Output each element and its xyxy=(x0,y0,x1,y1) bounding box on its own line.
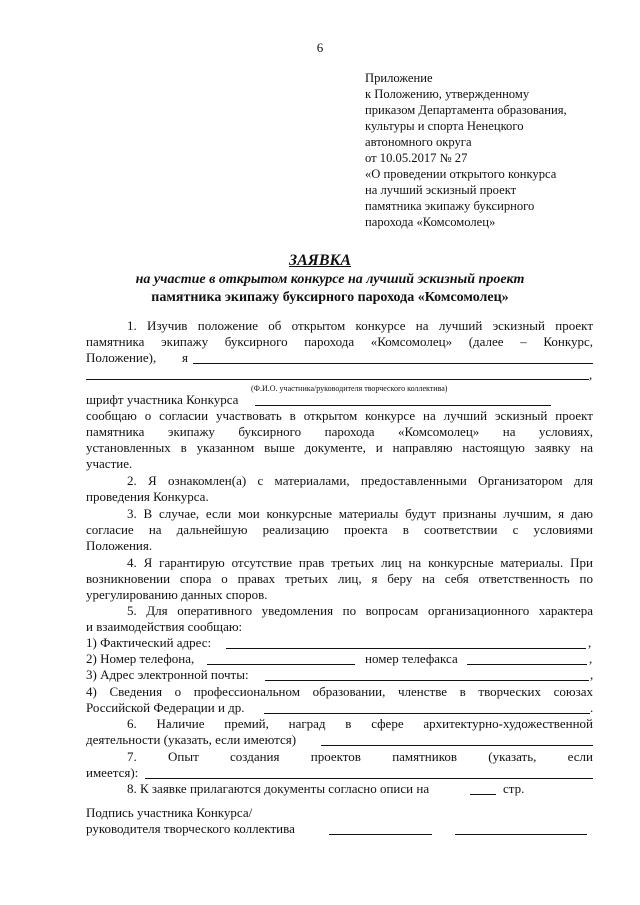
paragraph-1-line: установленных в указанном выше документе, и направляю настоящую заявку на xyxy=(86,440,593,455)
paragraph-4-line: урегулированию данных споров. xyxy=(86,587,268,602)
fax-field[interactable] xyxy=(467,664,587,665)
fio-field[interactable] xyxy=(193,363,593,364)
paragraph-7-line: 7. Опыт создания проектов памятников (указать, если xyxy=(127,749,593,764)
name-field[interactable] xyxy=(455,834,587,835)
fax-label: номер телефакса xyxy=(365,651,458,666)
awards-field[interactable] xyxy=(321,745,593,746)
phone-label: 2) Номер телефона, xyxy=(86,651,195,666)
education-field[interactable] xyxy=(264,713,590,714)
paragraph-3-line: согласие на дальнейшую реализацию проекта в соответствии с условиями xyxy=(86,522,593,537)
paragraph-8-line: стр. xyxy=(503,781,525,796)
comma: , xyxy=(589,367,593,382)
document-subtitle: на участие в открытом конкурсе на лучший эскизный проект xyxy=(135,272,525,287)
paragraph-5-line: и взаимодействия сообщаю: xyxy=(86,619,243,634)
experience-field[interactable] xyxy=(145,778,593,779)
paragraph-8-line: 8. К заявке прилагаются документы согласно описи на xyxy=(127,781,430,796)
appendix-line: на лучший эскизный проект xyxy=(365,183,517,197)
document-title: ЗАЯВКА xyxy=(288,252,352,269)
signature-label-2: руководителя творческого коллектива xyxy=(86,821,295,836)
paragraph-4-line: 4. Я гарантирую отсутствие прав третьих лиц на конкурсные материалы. При xyxy=(127,555,593,570)
paragraph-1-line: участие. xyxy=(86,456,133,471)
paragraph-4-line: возникновении спора о правах третьих лиц, я беру на себя ответственность по xyxy=(86,571,593,586)
appendix-line: автономного округа xyxy=(365,135,472,149)
pages-count-field[interactable] xyxy=(470,794,496,795)
fio-caption: (Ф.И.О. участника/руководителя творческого коллектива) xyxy=(251,384,448,393)
email-label: 3) Адрес электронной почты: xyxy=(86,667,249,682)
comma: , xyxy=(590,667,594,682)
paragraph-3-line: Положения. xyxy=(86,538,153,553)
address-label: 1) Фактический адрес: xyxy=(86,635,212,650)
paragraph-1-line: 1. Изучив положение об открытом конкурсе на лучший эскизный проект xyxy=(127,318,593,333)
paragraph-1-line: сообщаю о согласии участвовать в открытом конкурсе на лучший эскизный проект xyxy=(86,408,593,423)
paragraph-5-line: 4) Сведения о профессиональном образовании, членстве в творческих союзах xyxy=(86,684,593,699)
paragraph-1-line: памятника экипажу буксирного парохода «Комсомолец» (далее – Конкурс, xyxy=(86,334,593,349)
document-subtitle-2: памятника экипажу буксирного парохода «Комсомолец» xyxy=(151,290,509,305)
appendix-line: культуры и спорта Ненецкого xyxy=(365,119,524,133)
signature-label: Подпись участника Конкурса/ xyxy=(86,805,253,820)
comma: , xyxy=(588,635,592,650)
paragraph-1-line: шрифт участника Конкурса xyxy=(86,392,239,407)
paragraph-2-line: проведения Конкурса. xyxy=(86,489,209,504)
appendix-line: к Положению, утвержденному xyxy=(365,87,530,101)
page-number: 6 xyxy=(316,40,324,55)
paragraph-1-line: памятника экипажу буксирного парохода «Комсомолец» на условиях, xyxy=(86,424,593,439)
paragraph-1-line: Положение), xyxy=(86,350,157,365)
paragraph-5-line: 5. Для оперативного уведомления по вопросам организационного характера xyxy=(127,603,593,618)
comma: , xyxy=(589,651,593,666)
appendix-line: памятника экипажу буксирного xyxy=(365,199,535,213)
period: . xyxy=(590,700,594,715)
paragraph-2-line: 2. Я ознакомлен(а) с материалами, предоставленными Организатором для xyxy=(127,473,593,488)
appendix-line: приказом Департамента образования, xyxy=(365,103,567,117)
appendix-line: «О проведении открытого конкурса xyxy=(365,167,557,181)
address-field[interactable] xyxy=(226,648,586,649)
email-field[interactable] xyxy=(265,680,589,681)
appendix-line: парохода «Комсомолец» xyxy=(365,215,496,229)
appendix-line: Приложение xyxy=(365,71,433,85)
fio-field-continued[interactable] xyxy=(86,379,589,380)
paragraph-7-line: имеется): xyxy=(86,765,139,780)
appendix-line: от 10.05.2017 № 27 xyxy=(365,151,468,165)
paragraph-5-line: Российской Федерации и др. xyxy=(86,700,245,715)
paragraph-1-line: я xyxy=(182,350,188,365)
signature-field[interactable] xyxy=(329,834,432,835)
phone-field[interactable] xyxy=(207,664,355,665)
paragraph-6-line: 6. Наличие премий, наград в сфере архитектурно-художественной xyxy=(127,716,593,731)
paragraph-6-line: деятельности (указать, если имеются) xyxy=(86,732,297,747)
paragraph-3-line: 3. В случае, если мои конкурсные материалы будут признаны лучшим, я даю xyxy=(127,506,593,521)
appendix-block xyxy=(365,70,615,230)
participant-code-field[interactable] xyxy=(255,405,551,406)
